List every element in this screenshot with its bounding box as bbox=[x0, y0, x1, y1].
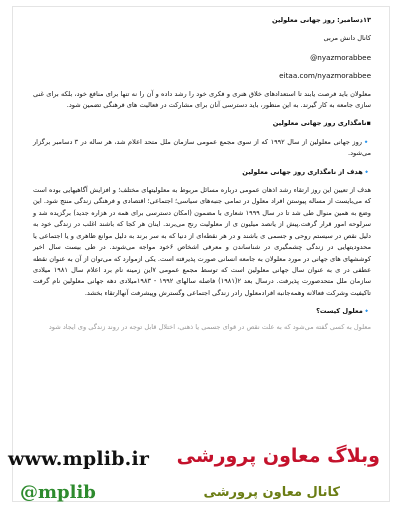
goal-heading: 🔹هدف از نامگذاری روز جهانی معلولین bbox=[242, 167, 371, 176]
watermark-site-url: www.mplib.ir bbox=[8, 448, 150, 470]
faded-line: معلول به کسی گفته می‌شود که به علت نقص در قوای جسمی یا ذهنی، اختلال قابل توجه در روند زندگی وی ایجاد شود bbox=[48, 322, 371, 331]
eitaa-link[interactable]: eitaa.com/nyazmorabbee bbox=[279, 71, 371, 81]
document-body bbox=[33, 15, 371, 333]
goal-paragraph: هدف از تعیین این روز ارتقاء رشد اذهان عمومی درباره مسائل مربوط به معلولیتهای مختلف؛ و افزایش آگاهیهایی بوده است که می‌بایست از مساله پیوستن افراد معلول در تمامی جنبه‌های سیاسی؛ اجتماعی؛ اقتصادی و فرهنگی زندگی منتج شود. این وضع به همین منوال طی شد تا در سال ۱۹۹۹ شعاری با مضمون (امکان دسترسی برای همه در هزاره جدید) برگزیده شد و سرلوحه امور قرار گرفت.پیش از یانصد میلیون ی از معلولیت رنج می‌برند. اینان هر کجا که باشند اغلب در زندگی خود به دلیل نقص در سیستم روحی و جسمی ی باشند و در هر نقطه‌ای از دنیا که به سر برند به دلیل موانع ظاهری و یا اجتماعی یا محدودیتهایی در زندگی چشمگیری در شناساندن و معرفی اشخاص ۶خود مواجه می‌شوند. در طی بیست سال اخیر کوششهای های جهانی در مورد معلولان به جامعه انسانی صورت پذیرفته است. یکی ازموارد که می‌توان از آن به عنوان نقطه عطفی در ی به عنوان سال جهانی معلولین است که توسط مجمع عمومی ۷این زمینه نام برد اعلام سال ۱۹۸۱ میلادی سازمان ملل متحدصورت پذیرفت. درسال بعد ۲(۱۹۸۱) فاصله سالهای ۱۹۹۲ - ۱۹۸۳میلادی دهه جهانی معلولین نام گرفت تاکیفیت وشرکت فعالانه وهمه‌جانبه افرادمعلول رادر زندگی اجتماعی وگسترش وپیشرفت آنهاارتقاء بخشد. bbox=[33, 186, 372, 297]
document-page bbox=[12, 6, 390, 502]
watermark-handle: @mplib bbox=[20, 482, 96, 503]
intro-paragraph: معلولان باید فرصت یابند تا استعدادهای خلاق هنری و فکری خود را رشد داده و آن را نه تنها برای منافع خود، بلکه برای غنی سازی جامعه به کار گیرند. به این منظور، باید دسترسی آنان برای مشارکت در فعالیت های فرهنگی تضمین شود. bbox=[33, 89, 371, 110]
watermark-channel-label: کانال معاون پرورشی bbox=[203, 485, 340, 500]
telegram-handle[interactable]: @nyazmorabbee bbox=[310, 52, 371, 62]
watermark-blog-label: وبلاگ معاون پرورشی bbox=[176, 445, 380, 467]
naming-heading: ▪نامگذاری روز جهانی معلولین bbox=[272, 119, 371, 128]
title-line: ۱۳دسامبر: روز جهانی معلولین bbox=[272, 16, 371, 24]
question-heading: 🔹معلول کیست؟ bbox=[316, 307, 371, 316]
channel-name: کانال دانش مربی bbox=[323, 34, 371, 43]
naming-paragraph: 🔹روز جهانی معلولین از سال ۱۹۹۲ که از سوی مجمع عمومی سازمان ملل متحد اعلام شد، هر ساله در ۳ دسامبر برگزار می‌شود. bbox=[33, 137, 372, 158]
